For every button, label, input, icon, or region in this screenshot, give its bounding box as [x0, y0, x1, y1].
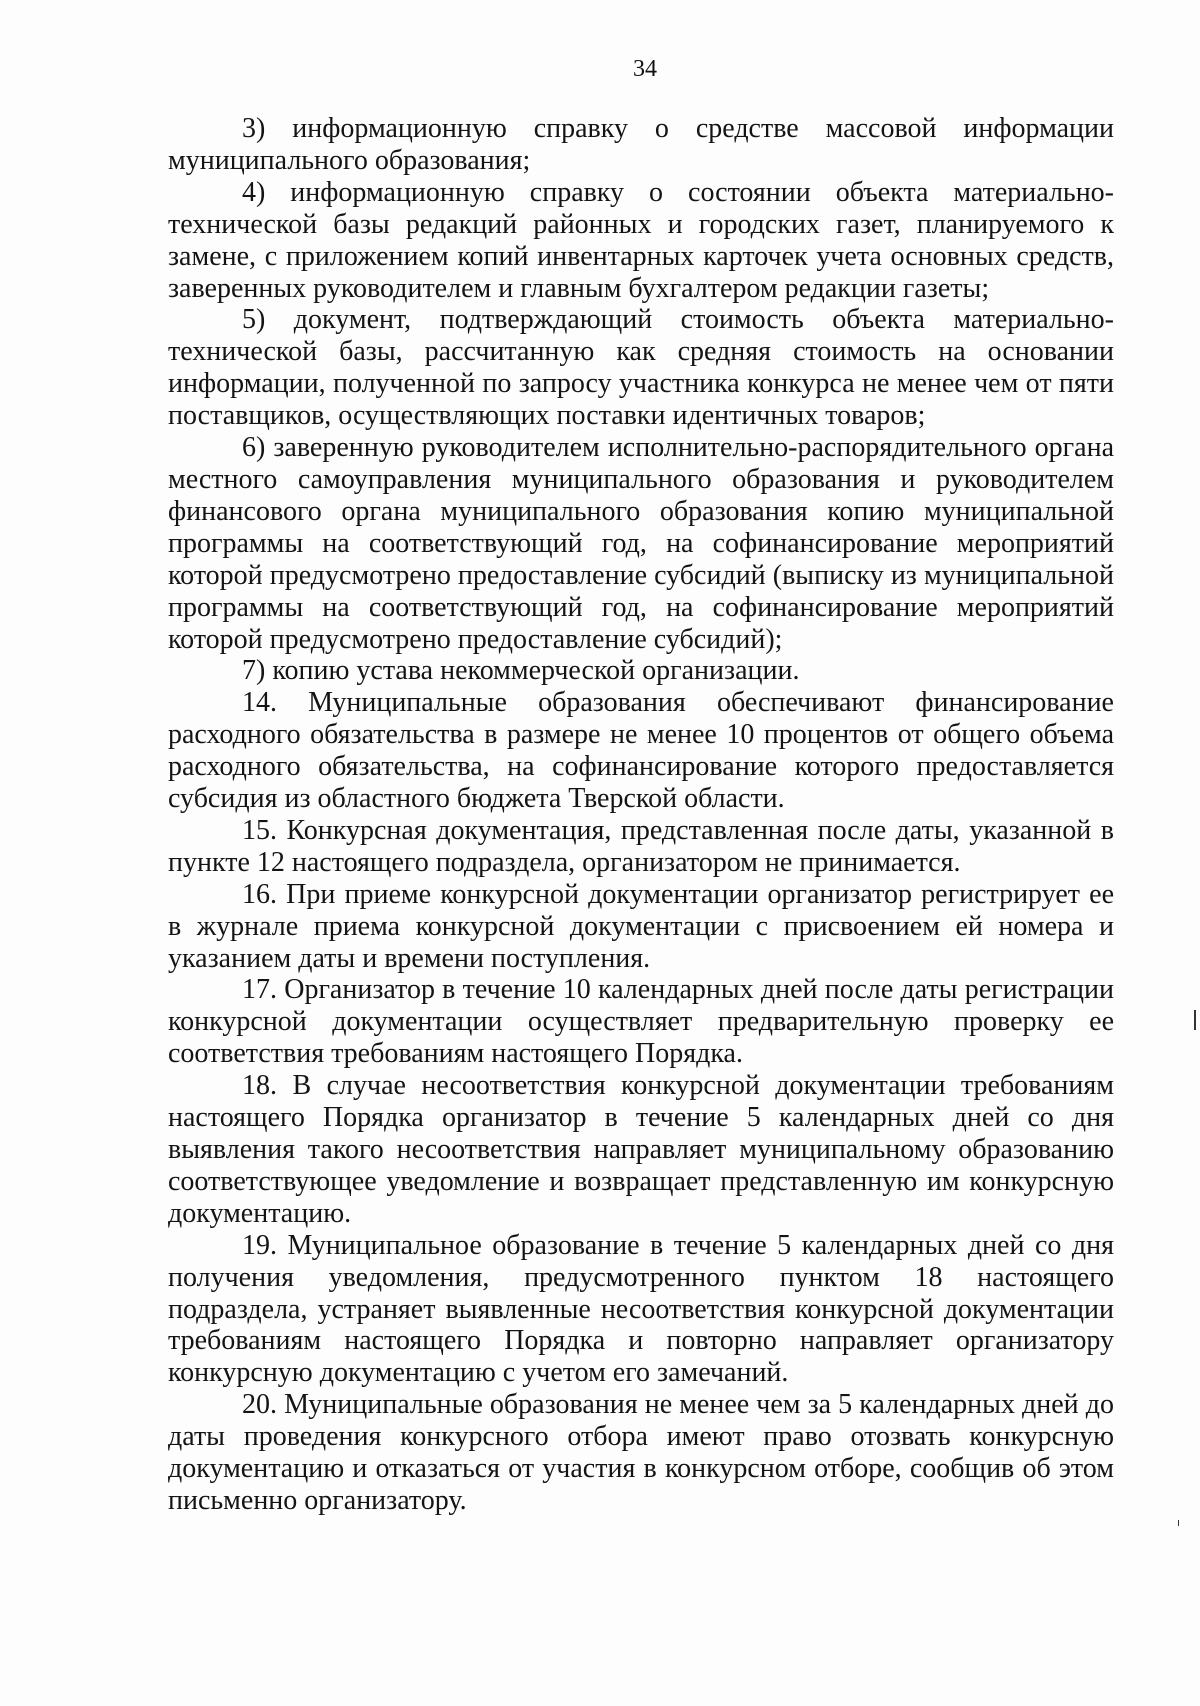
paragraph-20: 20. Муниципальные образования не менее чем за 5 календарных дней до даты проведения конкурсного отбора имеют право отозвать конкурсную документацию и отказаться от участия в конкурсном отборе, сообщив об этом письменно организатору.: [168, 1389, 1114, 1516]
scan-mark-right-lower: [1178, 1520, 1179, 1526]
paragraph-item-5: 5) документ, подтверждающий стоимость объекта материально-технической базы, рассчитанную как средняя стоимость на основании информации, полученной по запросу участника конкурса не менее чем от пяти поставщиков, осуществляющих поставки идентичных товаров;: [168, 304, 1114, 432]
document-body: [168, 113, 1114, 1517]
paragraph-item-6: 6) заверенную руководителем исполнительно-распорядительного органа местного самоуправления муниципального образования и руководителем финансового органа муниципального образования копию муниципальной программы на соответствующий год, на софинансирование мероприятий которой предусмотрено предоставление субсидий (выписку из муниципальной программы на соответствующий год, на софинансирование мероприятий которой предусмотрено предоставление субсидий);: [168, 432, 1114, 655]
paragraph-item-7: 7) копию устава некоммерческой организации.: [242, 655, 800, 687]
page-number: 34: [633, 56, 657, 82]
paragraph-16: 16. При приеме конкурсной документации организатор регистрирует ее в журнале приема конкурсной документации с присвоением ей номера и указанием даты и времени поступления.: [168, 878, 1114, 974]
paragraph-18: 18. В случае несоответствия конкурсной документации требованиям настоящего Порядка организатор в течение 5 календарных дней со дня выявления такого несоответствия направляет муниципальному образованию соответствующее уведомление и возвращает представленную им конкурсную документацию.: [168, 1070, 1114, 1229]
paragraph-15: 15. Конкурсная документация, представленная после даты, указанной в пункте 12 настоящего подраздела, организатором не принимается.: [168, 814, 1114, 878]
paragraph-item-4: 4) информационную справку о состоянии объекта материально-технической базы редакций районных и городских газет, планируемого к замене, с приложением копий инвентарных карточек учета основных средств, заверенных руководителем и главным бухгалтером редакции газеты;: [168, 176, 1114, 304]
paragraph-19: 19. Муниципальное образование в течение 5 календарных дней со дня получения уведомления, предусмотренного пунктом 18 настоящего подраздела, устраняет выявленные несоответствия конкурсной документации требованиям настоящего Порядка и повторно направляет организатору конкурсную документацию с учетом его замечаний.: [168, 1229, 1114, 1389]
paragraph-17: 17. Организатор в течение 10 календарных дней после даты регистрации конкурсной документации осуществляет предварительную проверку ее соответствия требованиям настоящего Порядка.: [168, 974, 1114, 1070]
scan-mark-right: [1194, 1010, 1196, 1030]
paragraph-14: 14. Муниципальные образования обеспечивают финансирование расходного обязательства в размере не менее 10 процентов от общего объема расходного обязательства, на софинансирование которого предоставляется субсидия из областного бюджета Тверской области.: [168, 687, 1114, 815]
paragraph-item-3: 3) информационную справку о средстве массовой информации муниципального образования;: [168, 113, 1114, 176]
